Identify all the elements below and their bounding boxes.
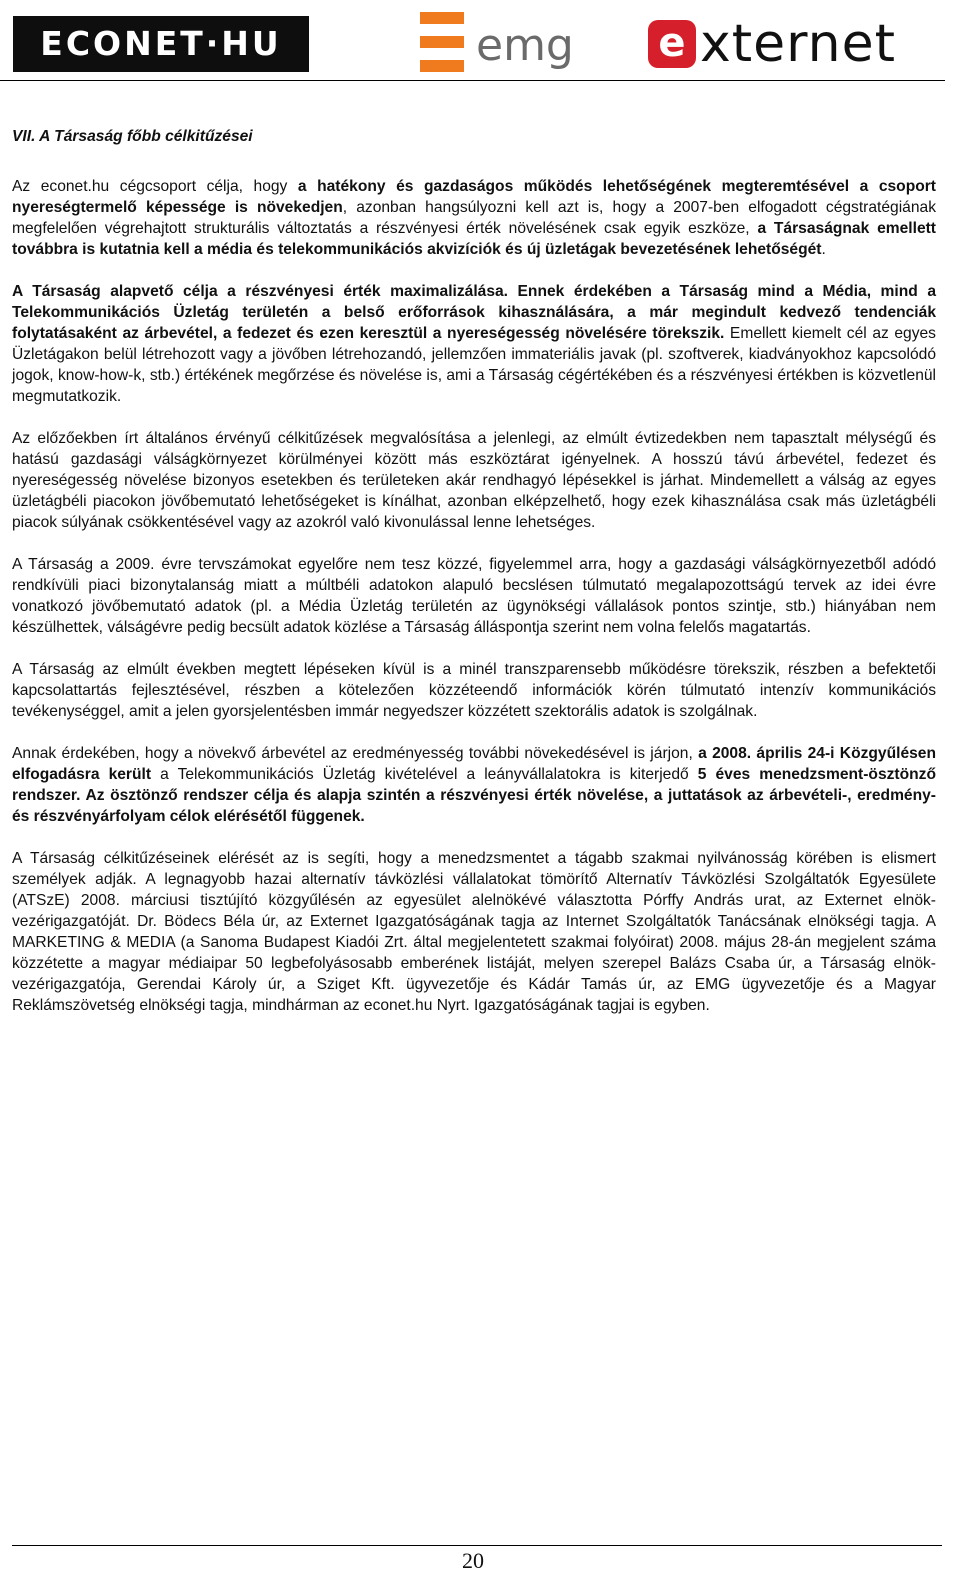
text-run: a Telekommunikációs Üzletág kivételével a leányvállalatokra is kiterjedő — [151, 766, 698, 783]
emg-logo-bar — [420, 36, 464, 48]
paragraph-2 — [12, 281, 936, 407]
externet-logo — [648, 14, 948, 74]
text-run-bold: a hatékony és gazdaságos működés lehetőségének megteremtésével a csoport nyereségtermelő képessége is növekedjen — [12, 178, 937, 216]
externet-logo-text: xternet — [700, 14, 896, 74]
text-run: Emellett kiemelt cél az egyes Üzletágakon belül létrehozott vagy a jövőben létrehozandó, jellemzően immateriális javak (pl. szoftverek, kiadványokhoz kapcsolódó jogok, know-how-k, stb.) értékének megőrzése és növelése is, ami a Társaság cégértékében és a részvényesi értékben is közvetlenül megmutatkozik. — [12, 325, 936, 405]
emg-logo — [420, 12, 580, 74]
text-run: . — [821, 241, 826, 258]
econet-logo — [13, 16, 309, 72]
econet-logo-text: ECONET·HU — [40, 24, 282, 63]
paragraph-6 — [12, 743, 936, 827]
paragraph-1 — [12, 176, 936, 260]
document-body — [12, 126, 936, 1037]
text-run: , azonban hangsúlyozni kell azt is, hogy a 2007-ben elfogadott cégstratégiának megfelelően végrehajtott strukturális változtatás a részvényesi érték növelésének csak egyik eszköze, — [12, 199, 936, 237]
text-run: Az econet.hu cégcsoport célja, hogy — [12, 178, 298, 195]
page-number: 20 — [462, 1548, 484, 1573]
paragraph-5: A Társaság az elmúlt években megtett lépéseken kívül is a minél transzparensebb működésre törekszik, részben a befektetői kapcsolattartás fejlesztésével, részben a kötelezően közzéteendő információk körén túlmutató intenzív kommunikációs tevékenységgel, amit a jelen gyorsjelentésben immár negyedszer közzétett szektorális adatok is szolgálnak. — [12, 661, 936, 720]
text-run-bold: 5 éves menedzsment-ösztönző rendszer. Az ösztönző rendszer célja és alapja szintén a részvényesi érték növelése, a juttatások az árbevételi-, eredmény- és részvényárfolyam célok elérésétől függenek. — [12, 766, 936, 825]
paragraph-4: A Társaság a 2009. évre tervszámokat egyelőre nem tesz közzé, figyelemmel arra, hogy a gazdasági válságkörnyezetből adódó rendkívüli piaci bizonytalanság miatt a múltbéli adatokon alapuló becslésen túlmutató megalapozottságú tervek az idei évre vonatkozó jövőbemutató adatok (pl. a Média Üzletág területén az ügynökségi vállalások pontos szintje, stb.) hiányában nem készülhettek, válságévre pedig becsült adatok közlése a Társaság álláspontja szerint nem volna felelős magatartás. — [12, 556, 936, 636]
page-header — [0, 0, 960, 82]
externet-logo-badge — [648, 20, 696, 68]
text-run-bold: a Társaságnak emellett továbbra is kutatnia kell a média és telekommunikációs akvizíciók és új üzletágak bevezetésének lehetőségét — [12, 220, 936, 258]
emg-logo-text: emg — [476, 20, 574, 71]
header-divider — [0, 80, 945, 81]
footer-divider — [12, 1545, 942, 1546]
paragraph-7: A Társaság célkitűzéseinek elérését az is segíti, hogy a menedzsmentet a tágabb szakmai nyilvánosság körében is elismert személyek adják. A legnagyobb hazai alternatív távközlési vállalatokat tömörítő Alternatív Távközlési Szolgáltatók Egyesülete (ATSzE) 2008. márciusi tisztújító közgyűlésén az egyesület alelnökévé választotta Pórffy András urat, az Externet elnök-vezérigazgatóját. Dr. Bödecs Béla úr, az Externet Igazgatóságának tagja az Internet Szolgáltatók Tanácsának elnökségi tagja. A MARKETING & MEDIA (a Sanoma Budapest Kiadói Zrt. által megjelentetett szakmai folyóirat) 2008. május 28-án megjelent száma közzétette a magyar médiaipar 50 legbefolyásosabb emberének listáját, melyen szerepel Balázs Csaba úr, a Társaság elnök-vezérigazgatója, Gerendai Károly úr, a Sziget Kft. ügyvezetője és Kádár Tamás úr, az EMG ügyvezetője és a Magyar Reklámszövetség elnökségi tagja, mindhárman az econet.hu Nyrt. Igazgatóságának tagjai is egyben. — [12, 850, 936, 1014]
text-run: Annak érdekében, hogy a növekvő árbevétel az eredményesség további növekedésével is járjon, — [12, 745, 699, 762]
emg-logo-bar — [420, 60, 464, 72]
paragraph-3: Az előzőekben írt általános érvényű célkitűzések megvalósítása a jelenlegi, az elmúlt évtizedekben nem tapasztalt mélységű és hatású gazdasági válságkörnyezet körülményei között más eszköztárat igényelnek. A hosszú távú árbevétel, fedezet és nyereségesség növelése bizonyos esetekben és területeken akár rendhagyó lépésekkel is járhat. Mindemellett a válság az egyes üzletágbéli piacokon jövőbemutató lehetőségeket is kínálhat, azonban elképzelhető, hogy ezek kihasználása csak más üzletágbéli piacok súlyának csökkentésével vagy az azokról való kivonulással lenne lehetséges. — [12, 430, 936, 531]
emg-logo-bar — [420, 12, 464, 24]
externet-logo-e: e — [658, 20, 686, 66]
text-run-bold: a 2008. április 24-i Közgyűlésen elfogadásra került — [12, 745, 936, 783]
section-title: VII. A Társaság főbb célkitűzései — [12, 128, 253, 145]
text-run-bold: A Társaság alapvető célja a részvényesi érték maximalizálása. Ennek érdekében a Társaság mind a Média, mind a Telekommunikációs Üzletág területén a belső erőforrások kihasználására, a már megindult kedvező tendenciák folytatásaként az árbevétel, a fedezet és ezen keresztül a nyereségesség növelésére törekszik. — [12, 283, 936, 342]
